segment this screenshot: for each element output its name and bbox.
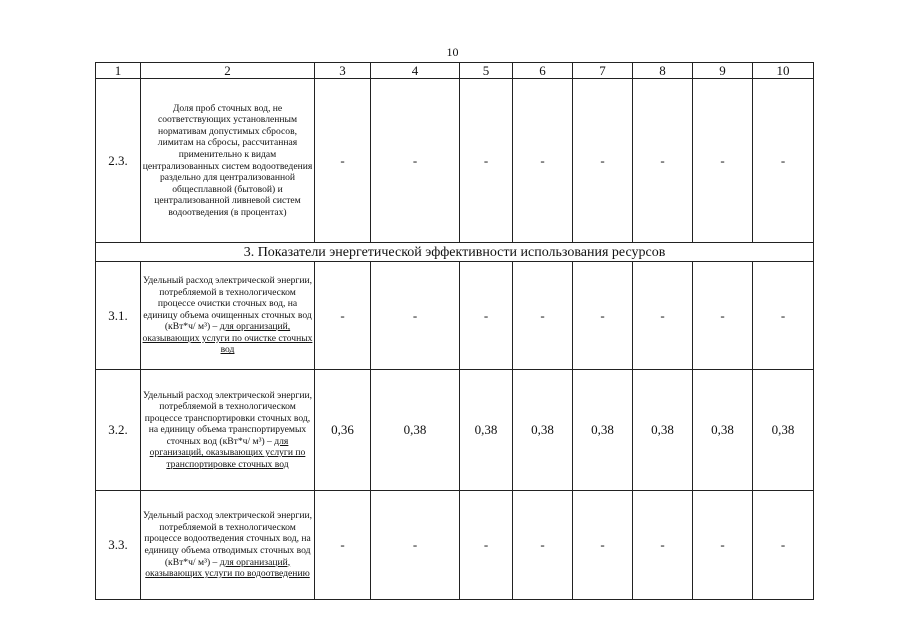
table-row (96, 491, 814, 600)
value-cell: - (573, 79, 633, 243)
value-cell: - (693, 491, 753, 600)
description-text: Удельный расход электрической энергии, потребляемой в технологическом процессе транспортировки сточных вод, на единицу объема транспортируемых сточных вод (кВт*ч/ м³) – (142, 389, 313, 447)
row-description: Доля проб сточных вод, не соответствующих установленным нормативам допустимых сбросов, лимитам на сбросы, рассчитанная применительно к видам централизованных систем водоотведения раздельно для централизованной общесплавной (бытовой) и централизованной ливневой систем водоотведения (в процентах) (141, 79, 315, 243)
description-underlined: для организаций, оказывающих услуги по очистке сточных вод (142, 321, 313, 356)
value-cell: - (633, 79, 693, 243)
column-header-1: 1 (96, 63, 141, 79)
row-number: 3.2. (96, 370, 141, 491)
row-description (141, 491, 315, 600)
value-cell: 0,38 (460, 370, 513, 491)
value-cell: - (513, 79, 573, 243)
row-number: 2.3. (96, 79, 141, 243)
value-cell: - (315, 491, 371, 600)
description-underlined: для организаций, оказывающих услуги по транспортировке сточных вод (149, 435, 306, 470)
value-cell: - (513, 491, 573, 600)
value-cell: - (460, 262, 513, 370)
row-description (141, 262, 315, 370)
value-cell: - (371, 79, 460, 243)
value-cell: 0,38 (573, 370, 633, 491)
value-cell: - (371, 262, 460, 370)
indicators-table (95, 62, 814, 600)
section-title: 3. Показатели энергетической эффективности использования ресурсов (96, 243, 814, 262)
value-cell: - (753, 262, 814, 370)
description-text: Удельный расход электрической энергии, потребляемой в технологическом процессе очистки сточных вод, на единицу объема очищенных сточных вод (кВт*ч/ м³) – (142, 275, 313, 333)
value-cell: 0,36 (315, 370, 371, 491)
value-cell: 0,38 (693, 370, 753, 491)
value-cell: - (633, 262, 693, 370)
value-cell: - (693, 262, 753, 370)
column-header-3: 3 (315, 63, 371, 79)
value-cell: 0,38 (753, 370, 814, 491)
value-cell: - (753, 79, 814, 243)
value-cell: - (573, 262, 633, 370)
column-header-6: 6 (513, 63, 573, 79)
column-header-7: 7 (573, 63, 633, 79)
value-cell: - (693, 79, 753, 243)
page-number: 10 (446, 45, 459, 59)
column-header-8: 8 (633, 63, 693, 79)
column-header-5: 5 (460, 63, 513, 79)
value-cell: - (513, 262, 573, 370)
column-header-4: 4 (371, 63, 460, 79)
value-cell: - (573, 491, 633, 600)
table-row (96, 262, 814, 370)
value-cell: - (315, 262, 371, 370)
description-text: Удельный расход электрической энергии, потребляемой в технологическом процессе водоотведения сточных вод, на единицу объема отводимых сточных вод (кВт*ч/ м³) – (142, 510, 313, 568)
value-cell: 0,38 (513, 370, 573, 491)
header-row (96, 63, 814, 79)
row-number: 3.3. (96, 491, 141, 600)
value-cell: - (315, 79, 371, 243)
column-header-2: 2 (141, 63, 315, 79)
value-cell: 0,38 (633, 370, 693, 491)
column-header-9: 9 (693, 63, 753, 79)
table-row (96, 79, 814, 243)
value-cell: - (753, 491, 814, 600)
value-cell: 0,38 (371, 370, 460, 491)
table-row (96, 370, 814, 491)
value-cell: - (460, 491, 513, 600)
value-cell: - (633, 491, 693, 600)
column-header-10: 10 (753, 63, 814, 79)
row-number: 3.1. (96, 262, 141, 370)
row-description (141, 370, 315, 491)
value-cell: - (371, 491, 460, 600)
description-underlined: для организаций, оказывающих услуги по водоотведению (145, 556, 310, 580)
section-row (96, 243, 814, 262)
value-cell: - (460, 79, 513, 243)
